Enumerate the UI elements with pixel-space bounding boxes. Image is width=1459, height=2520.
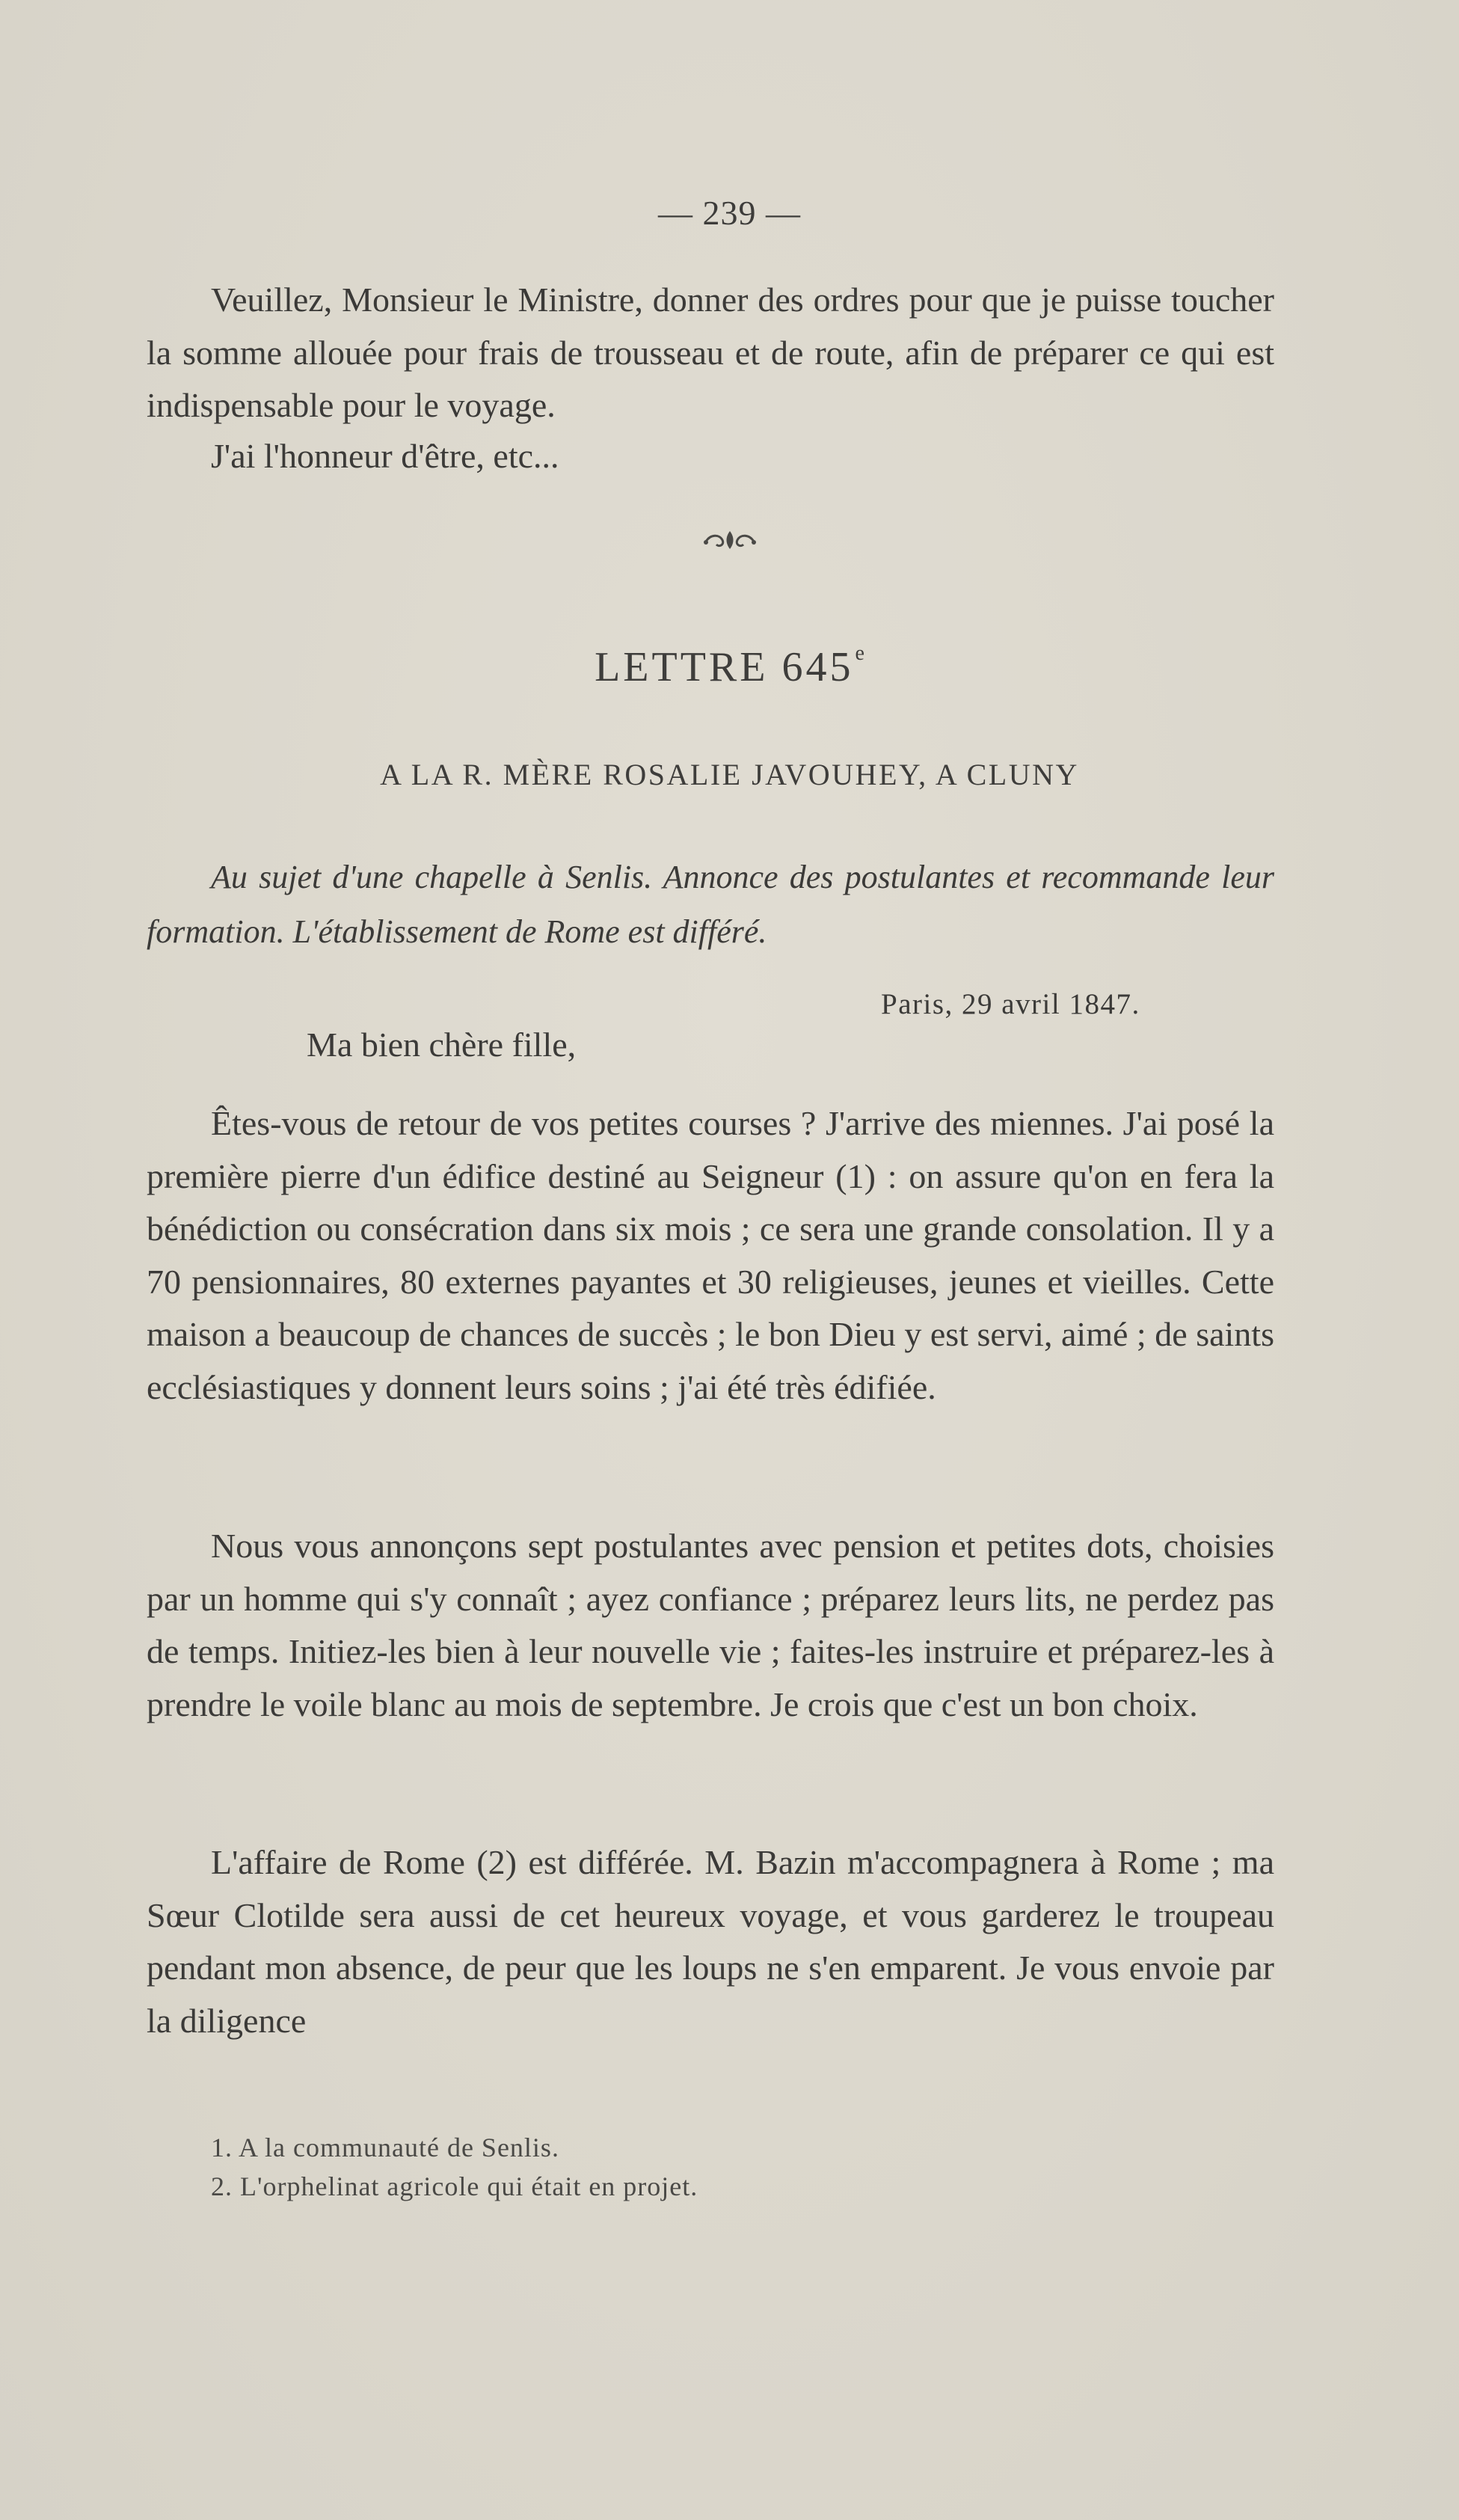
letter-dateline: Paris, 29 avril 1847. (881, 988, 1140, 1020)
body-paragraph-1: Êtes-vous de retour de vos petites courses ? J'arrive des miennes. J'ai posé la première pierre d'un édifice destiné au Seigneur (1) : on assure qu'on en fera la bénédiction ou consécration dans six mois ; ce sera une grande consolation. Il y a 70 pensionnaires, 80 externes payantes et 30 religieuses, jeunes et vieilles. Cette maison a beaucoup de chances de succès ; le bon Dieu y est servi, aimé ; de saints ecclésiastiques y donnent leurs soins ; j'ai été très édifiée. (147, 1104, 1274, 1406)
intro-closing: J'ai l'honneur d'être, etc... (211, 437, 559, 475)
letter-summary: Au sujet d'une chapelle à Senlis. Annonce des postulantes et recommande leur formation. L'établissement de Rome est différé. (147, 859, 1274, 950)
fleuron-icon (700, 527, 760, 554)
body-paragraph-2: Nous vous annonçons sept postulantes avec pension et petites dots, choisies par un homme qui s'y connaît ; ayez confiance ; préparez leurs lits, ne perdez pas de temps. Initiez-les bien à leur nouvelle vie ; faites-les instruire et préparez-les à prendre le voile blanc au mois de septembre. Je crois que c'est un bon choix. (147, 1527, 1274, 1723)
page-number: — 239 — (658, 194, 801, 232)
intro-paragraph: Veuillez, Monsieur le Ministre, donner des ordres pour que je puisse toucher la somme allouée pour frais de trousseau et de route, afin de préparer ce qui est indispensable pour le voyage. (147, 280, 1274, 424)
footnotes (211, 2128, 698, 2206)
letter-title (0, 642, 1459, 691)
footnote-1: 1. A la communauté de Senlis. (211, 2133, 559, 2162)
footnote-2: 2. L'orphelinat agricole qui était en projet. (211, 2171, 698, 2201)
letter-recipient: A LA R. MÈRE ROSALIE JAVOUHEY, A CLUNY (380, 758, 1079, 791)
letter-title-suffix: e (855, 642, 864, 665)
letter-title-text: LETTRE 645 (595, 644, 854, 690)
fleuron-ornament (0, 527, 1459, 557)
body-paragraph-3: L'affaire de Rome (2) est différée. M. Bazin m'accompagnera à Rome ; ma Sœur Clotilde sera aussi de cet heureux voyage, et vous garderez le troupeau pendant mon absence, de peur que les loups ne s'en emparent. Je vous envoie par la diligence (147, 1843, 1274, 2040)
letter-salutation: Ma bien chère fille, (307, 1026, 577, 1064)
